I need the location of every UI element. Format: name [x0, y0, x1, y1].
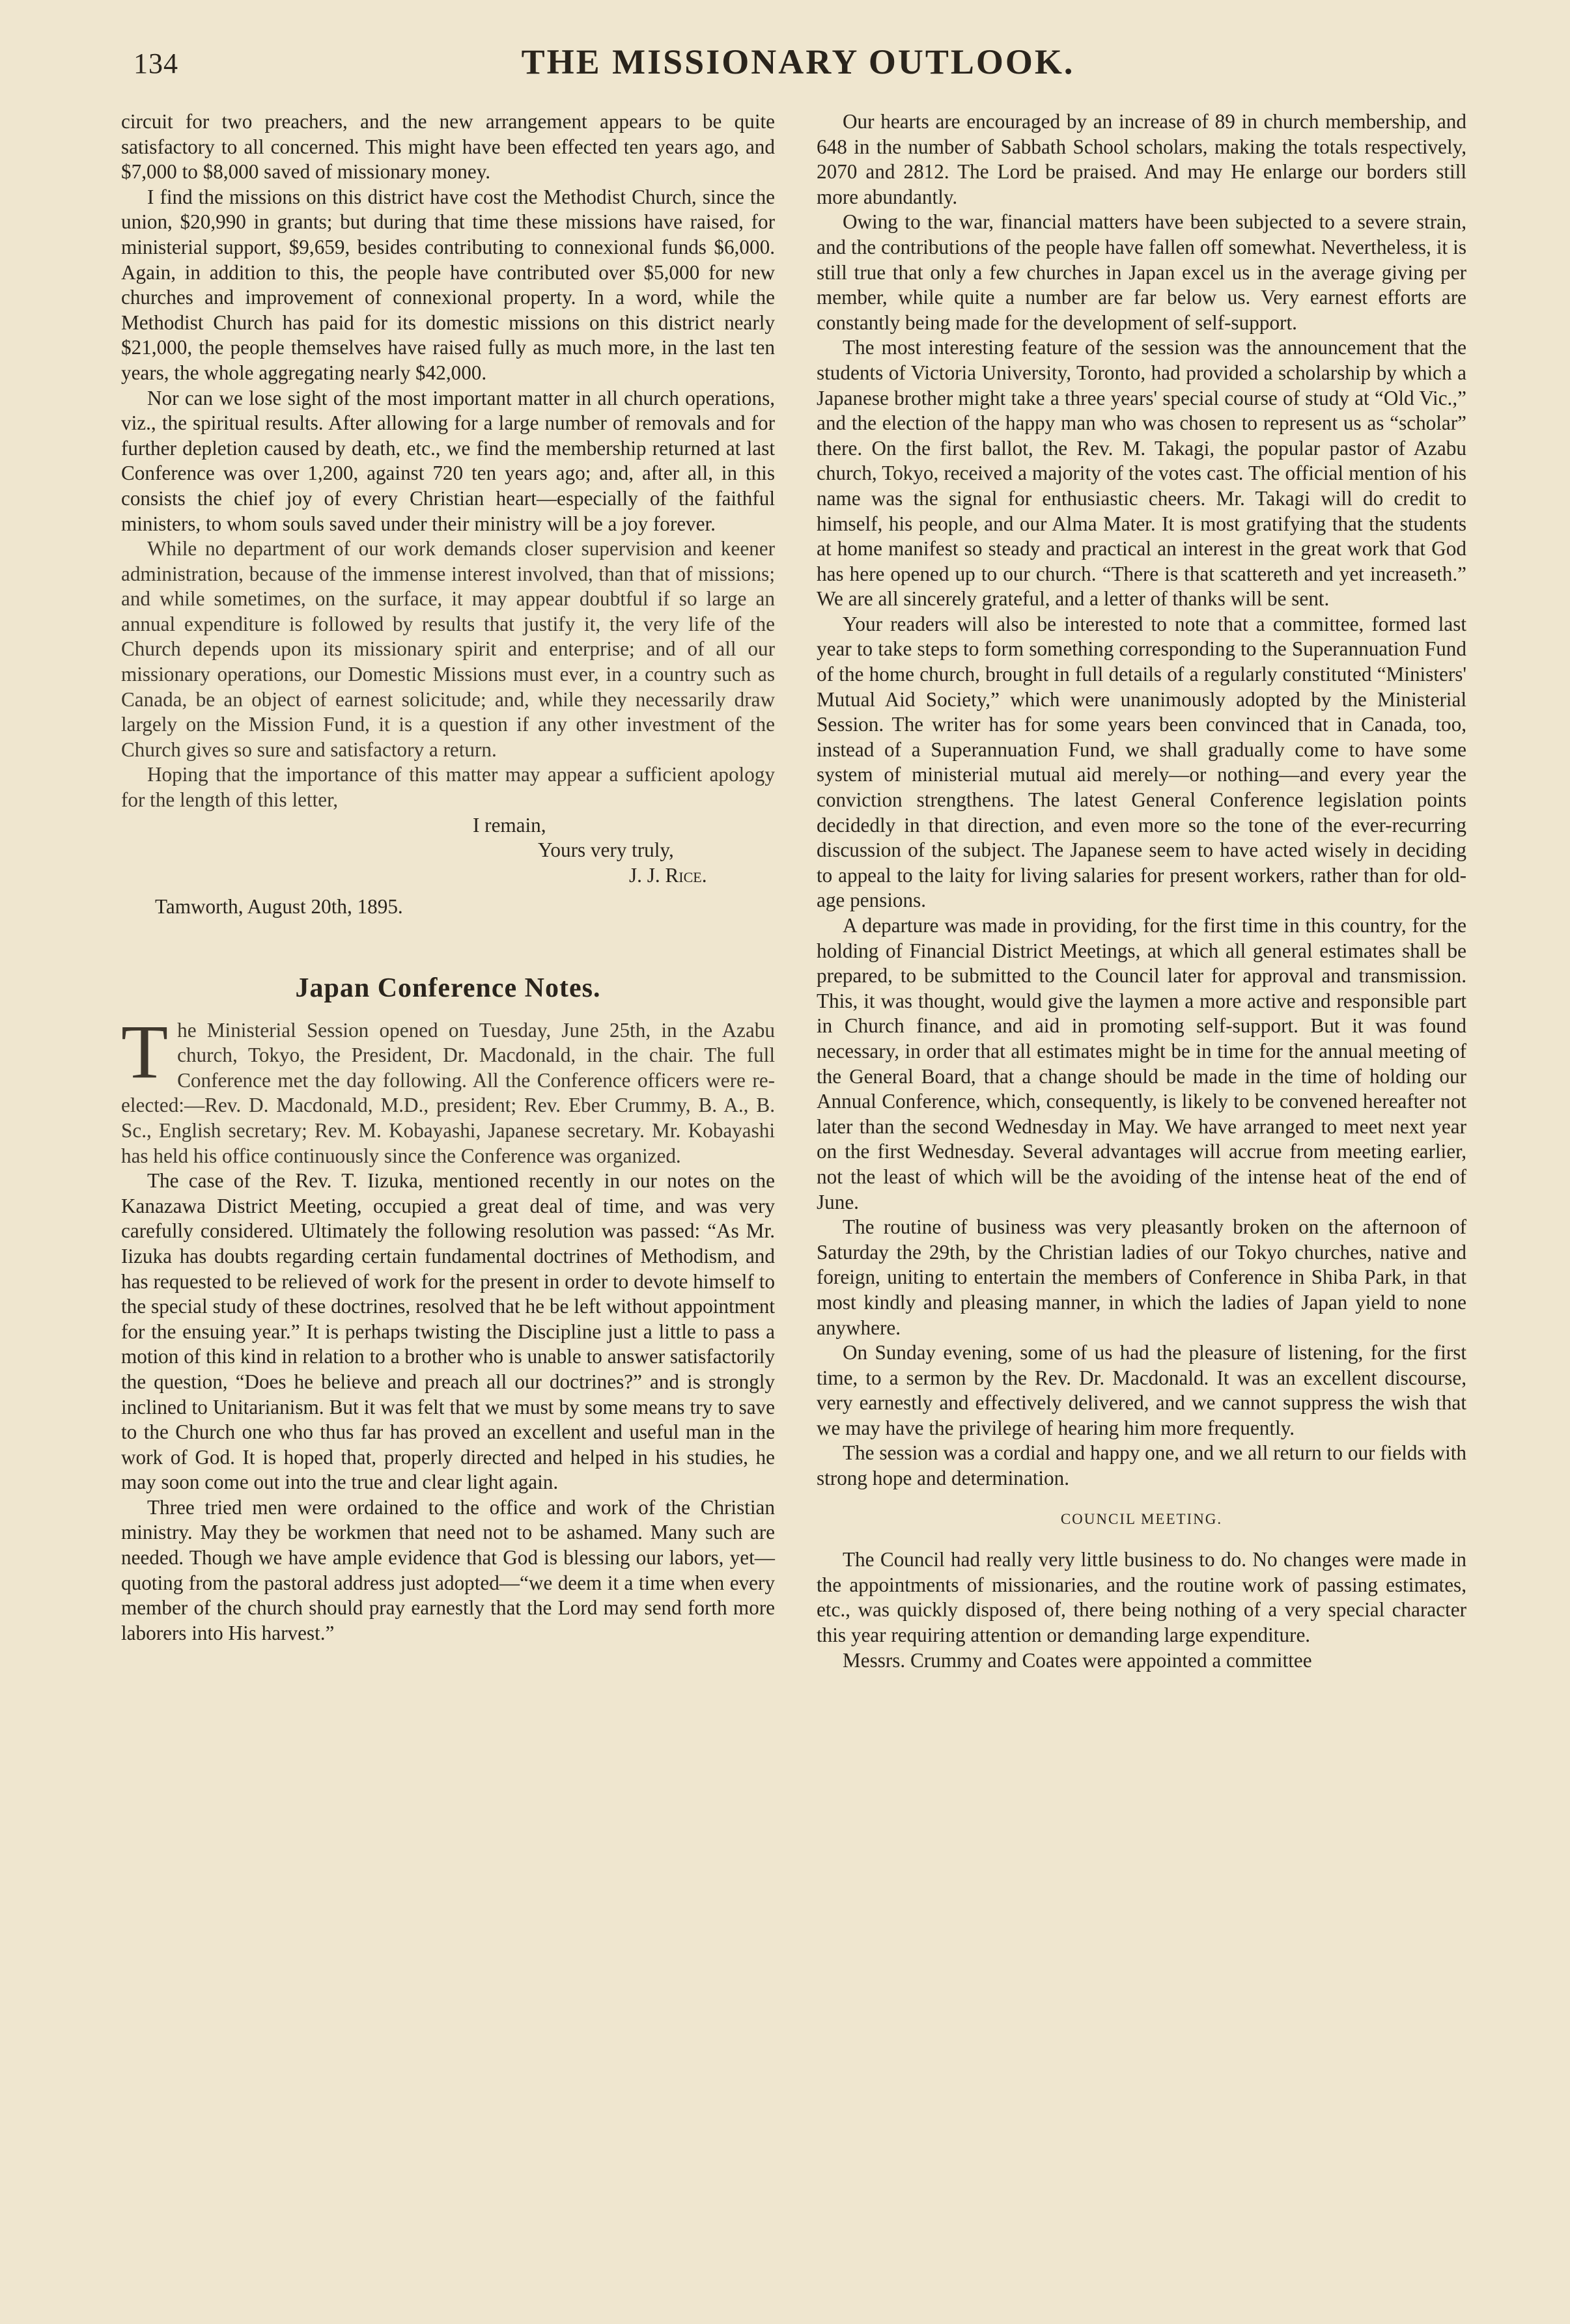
body-paragraph: The most interesting feature of the session was the announcement that the students of Victoria University, Toronto, had provided a scholarship by which a Japanese brother might take a three years' special course of study at “Old Vic.,” and the election of the happy man who was chosen to represent us as “scholar” there. On the first ballot, the Rev. M. Takagi, the popular pastor of Azabu church, Tokyo, received a majority of the votes cast. The official mention of his name was the signal for enthusiastic cheers. Mr. Takagi will do credit to himself, his people, and our Alma Mater. It is most gratifying that the students at home manifest so steady and practical an interest in the great work that God has here opened up to our church. “There is that scattereth and yet increaseth.” We are all sincerely grateful, and a letter of thanks will be sent. — [817, 336, 1466, 611]
body-paragraph: Your readers will also be interested to note that a committee, formed last year to take steps to form something corresponding to the Superannuation Fund of the home church, brought in full details of a regularly constituted “Ministers' Mutual Aid Society,” which were unanimously adopted by the Ministerial Session. The writer has for some years been convinced that in Canada, too, instead of a Superannuation Fund, we shall gradually come to have some system of ministerial mutual aid merely—or nothing—and every year the conviction strengthens. The latest General Conference legislation points decidedly in that direction, and even more so the tone of the ever-recurring discussion of the subject. The Japanese seem to have acted wisely in deciding to appeal to the laity for living salaries for present workers, rather than for old-age pensions. — [817, 612, 1466, 912]
section-title: Japan Conference Notes. — [295, 973, 601, 1003]
body-paragraph: While no department of our work demands closer supervision and keener administration, because of the immense interest involved, than that of missions; and while sometimes, on the surface, it may appear doubtful if so large an annual expenditure is followed by results that justify it, the very life of the Church depends upon its missionary spirit and enterprise; and of all our missionary operations, our Domestic Missions must ever, in a country such as Canada, be an object of earnest solicitude; and, while they necessarily draw largely on the Mission Fund, it is a question if any other investment of the Church gives so sure and satisfactory a return. — [121, 537, 775, 761]
body-paragraph: Owing to the war, financial matters have been subjected to a severe strain, and the contributions of the people have fallen off somewhat. Nevertheless, it is still true that only a few churches in Japan excel us in the average giving per member, while quite a number are far below us. Very earnest efforts are constantly being made for the development of self-support. — [817, 210, 1466, 334]
body-paragraph: A departure was made in providing, for the first time in this country, for the holding of Financial District Meetings, at which all general estimates shall be prepared, to be submitted to the Council later for approval and transmission. This, it was thought, would give the laymen a more active and responsible part in Church finance, and aid in promoting self-support. But it was found necessary, in order that all estimates might be in time for the annual meeting of the General Board, that a change should be made in the time of holding our Annual Conference, which, consequently, is likely to be convened hereafter not later than the second Wednesday in May. We have arranged to meet next year on the first Wednesday. Several advantages will accrue from meeting earlier, not the least of which will be the avoiding of the intense heat of the end of June. — [817, 914, 1466, 1213]
page-number: 134 — [133, 48, 178, 79]
body-paragraph: The session was a cordial and happy one, and we all return to our fields with strong hope and determination. — [817, 1441, 1466, 1490]
place-date: Tamworth, August 20th, 1895. — [155, 895, 403, 919]
running-title: THE MISSIONARY OUTLOOK. — [521, 42, 1075, 81]
body-paragraph: Our hearts are encouraged by an increase of 89 in church membership, and 648 in the number of Sabbath School scholars, making the totals respectively, 2070 and 2812. The Lord be praised. And may He enlarge our borders still more abundantly. — [817, 110, 1466, 208]
opening-paragraph — [121, 1008, 775, 1169]
body-paragraph: The routine of business was very pleasantly broken on the afternoon of Saturday the 29th, by the Christian ladies of our Tokyo churches, native and foreign, uniting to entertain the members of Conference in Shiba Park, in that most kindly and pleasing manner, in which the ladies of Japan yield to none anywhere. — [817, 1215, 1466, 1339]
opening-paragraph-text: he Ministerial Session opened on Tuesday, June 25th, in the Azabu church, Tokyo, the President, Dr. Macdonald, in the chair. The full Conference met the day following. All the Conference officers were re-elected:—Rev. D. Macdonald, M.D., president; Rev. Eber Crummy, B. A., B. Sc., English secretary; Rev. M. Kobayashi, Japanese secretary. Mr. Kobayashi has held his office continuously since the Conference was organized. — [121, 1018, 775, 1167]
body-paragraph: Three tried men were ordained to the office and work of the Christian ministry. May they be workmen that need not to be ashamed. Many such are needed. Though we have ample evidence that God is blessing our labors, yet—quoting from the pastoral address just adopted—“we deem it a time when every member of the church should pray earnestly that the Lord may send forth more laborers into His harvest.” — [121, 1495, 775, 1644]
left-column — [121, 109, 775, 1646]
body-paragraph: Messrs. Crummy and Coates were appointed a committee — [843, 1648, 1312, 1672]
body-paragraph: The case of the Rev. T. Iizuka, mentioned recently in our notes on the Kanazawa District Meeting, occupied a great deal of time, and was very carefully considered. Ultimately the following resolution was passed: “As Mr. Iizuka has doubts regarding certain fundamental doctrines of Methodism, and has requested to be relieved of work for the present in order to devote himself to the special study of these doctrines, resolved that he be left without appointment for the ensuing year.” It is perhaps twisting the Discipline just a little to pass a motion of this kind in relation to a brother who is unable to answer satisfactorily the question, “Does he believe and preach all our doctrines?” and is strongly inclined to Unitarianism. But it was felt that we must by some means try to save to the Church one who thus far has proved an excellent and useful man in the work of God. It is hoped that, properly directed and helped in his studies, he may soon come out into the true and clear light again. — [121, 1169, 775, 1494]
closing-remain: I remain, — [473, 813, 546, 837]
body-paragraph: circuit for two preachers, and the new arrangement appears to be quite satisfactory to all concerned. This might have been effected ten years ago, and $7,000 to $8,000 saved of missionary money. — [121, 110, 775, 184]
drop-cap: T — [121, 1008, 169, 1094]
signature: J. J. Rice. — [629, 863, 707, 887]
body-paragraph: I find the missions on this district have cost the Methodist Church, since the union, $20,990 in grants; but during that time these missions have raised, for ministerial support, $9,659, besides contributing to connexional funds $6,000. Again, in addition to this, the people have contributed over $5,000 for new churches and improvement of connexional property. In a word, while the Methodist Church has paid for its domestic missions on this district nearly $21,000, the people themselves have raised fully as much more, in the last ten years, the whole aggregating nearly $42,000. — [121, 185, 775, 384]
right-column — [817, 109, 1466, 1673]
body-paragraph: Nor can we lose sight of the most important matter in all church operations, viz., the spiritual results. After allowing for a large number of removals and for further depletion caused by death, etc., we find the membership returned at last Conference was over 1,200, against 720 ten years ago; and, after all, in this consists the chief joy of every Christian heart—especially of the faithful ministers, to whom souls saved under their ministry will be a joy forever. — [121, 386, 775, 535]
body-paragraph: The Council had really very little business to do. No changes were made in the appointments of missionaries, and the routine work of passing estimates, etc., was quickly disposed of, there being nothing of a very special character this year requiring attention or demanding large expenditure. — [817, 1548, 1466, 1647]
closing-yours: Yours very truly, — [538, 838, 674, 862]
body-paragraph: On Sunday evening, some of us had the pleasure of listening, for the first time, to a sermon by the Rev. Dr. Macdonald. It was an excellent discourse, very earnestly and effectively delivered, and we cannot suppress the wish that we may have the privilege of hearing him more frequently. — [817, 1341, 1466, 1439]
body-paragraph: Hoping that the importance of this matter may appear a sufficient apology for the length of this letter, — [121, 763, 775, 812]
council-meeting-heading: COUNCIL MEETING. — [1060, 1510, 1223, 1527]
